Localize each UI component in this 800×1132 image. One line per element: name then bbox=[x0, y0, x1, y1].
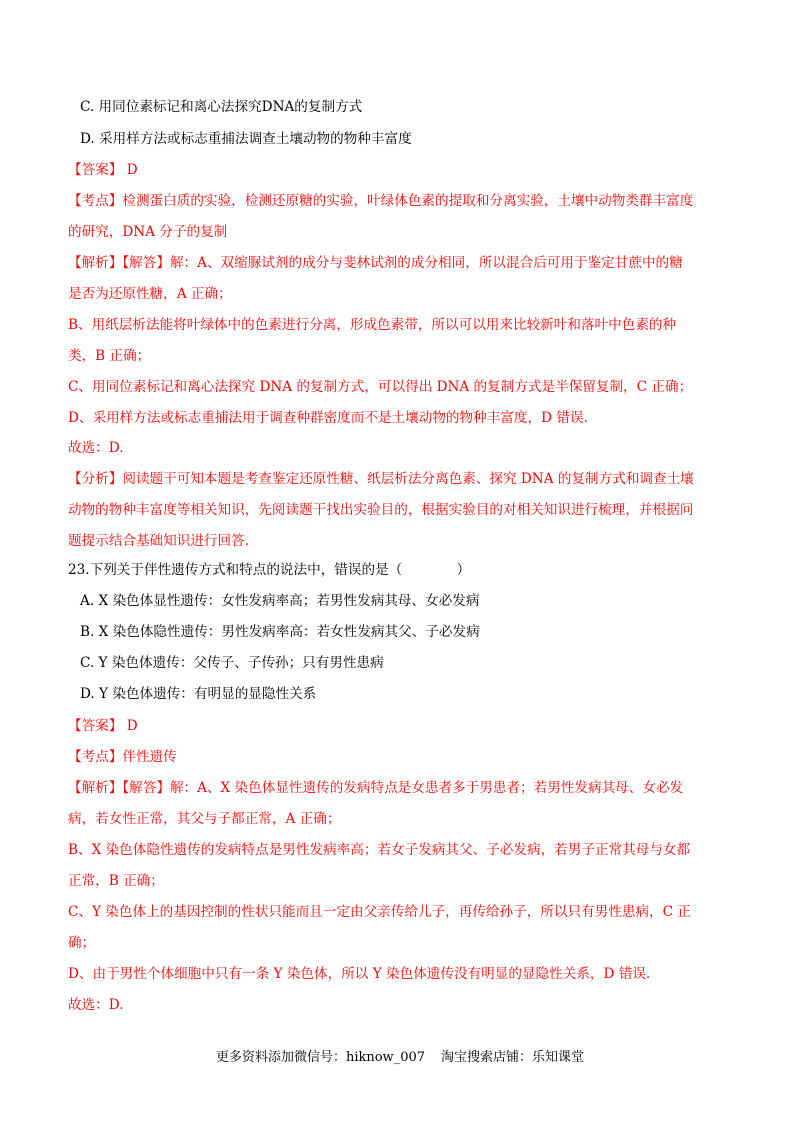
q22-fenxi-line-1: 【分析】阅读题干可知本题是考查鉴定还原性糖、纸层析法分离色素、探究 DNA 的复制方式和调查土壤 bbox=[68, 471, 694, 487]
page-footer bbox=[0, 1046, 800, 1065]
q22-option-c: C. 用同位素标记和离心法探究DNA的复制方式 bbox=[80, 99, 363, 115]
footer-wechat: 更多资料添加微信号：hiknow_007 bbox=[215, 1050, 426, 1065]
q22-option-d: D. 采用样方法或标志重捕法调查土壤动物的物种丰富度 bbox=[80, 131, 412, 147]
q22-kaodian-line-1: 【考点】检测蛋白质的实验，检测还原糖的实验，叶绿体色素的提取和分离实验，土壤中动物类群丰富度 bbox=[68, 193, 694, 209]
q22-choose: 故选：D. bbox=[68, 440, 124, 456]
q23-jiexi-line-3: B、X 染色体隐性遗传的发病特点是男性发病率高；若女子发病其父、子必发病，若男子正常其母与女都 bbox=[68, 842, 691, 858]
q23-option-c: C. Y 染色体遗传：父传子、子传孙；只有男性患病 bbox=[80, 655, 384, 671]
q22-jiexi-line-4: 类，B 正确； bbox=[68, 348, 151, 364]
q23-answer: 【答案】 D bbox=[68, 718, 138, 734]
q23-kaodian: 【考点】伴性遗传 bbox=[68, 749, 177, 765]
footer-taobao: 淘宝搜索店铺：乐知课堂 bbox=[441, 1050, 585, 1065]
q22-jiexi-line-5: C、用同位素标记和离心法探究 DNA 的复制方式，可以得出 DNA 的复制方式是半保留复制，C 正确； bbox=[68, 379, 693, 395]
q23-option-b: B. X 染色体隐性遗传：男性发病率高：若女性发病其父、子必发病 bbox=[80, 624, 480, 640]
q23-jiexi-line-4: 正常，B 正确； bbox=[68, 873, 164, 889]
q23-jiexi-line-7: D、由于男性个体细胞中只有一条 Y 染色体，所以 Y 染色体遗传没有明显的显隐性关系，D 错误. bbox=[68, 966, 651, 982]
q23-choose: 故选：D. bbox=[68, 997, 124, 1013]
q22-jiexi-line-3: B、用纸层析法能将叶绿体中的色素进行分离，形成色素带，所以可以用来比较新叶和落叶中色素的种 bbox=[68, 317, 677, 333]
q23-stem: 23.下列关于伴性遗传方式和特点的说法中，错误的是（ ） bbox=[68, 562, 471, 578]
q23-jiexi-line-2: 病，若女性正常，其父与子都正常，A 正确； bbox=[68, 811, 341, 827]
q23-option-d: D. Y 染色体遗传：有明显的显隐性关系 bbox=[80, 686, 317, 702]
q22-answer: 【答案】 D bbox=[68, 162, 138, 178]
q22-jiexi-line-2: 是否为还原性糖，A 正确； bbox=[68, 286, 232, 302]
q23-jiexi-line-5: C、Y 染色体上的基因控制的性状只能而且一定由父亲传给儿子，再传给孙子，所以只有男性患病，C 正 bbox=[68, 904, 691, 920]
q23-jiexi-line-6: 确； bbox=[68, 935, 96, 951]
q22-jiexi-line-1: 【解析】【解答】解：A、双缩脲试剂的成分与斐林试剂的成分相同，所以混合后可用于鉴定甘蔗中的糖 bbox=[68, 255, 683, 271]
q22-kaodian-line-2: 的研究，DNA 分子的复制 bbox=[68, 224, 228, 240]
q22-fenxi-line-3: 题提示结合基础知识进行回答. bbox=[68, 533, 250, 549]
q22-fenxi-line-2: 动物的物种丰富度等相关知识，先阅读题干找出实验目的，根据实验目的对相关知识进行梳理，并根据问 bbox=[68, 502, 694, 518]
q22-jiexi-line-6: D、采用样方法或标志重捕法用于调查种群密度而不是土壤动物的物种丰富度，D 错误. bbox=[68, 410, 588, 426]
q23-jiexi-line-1: 【解析】【解答】解：A、X 染色体显性遗传的发病特点是女患者多于男患者；若男性发病其母、女必发 bbox=[68, 780, 684, 796]
q23-option-a: A. X 染色体显性遗传：女性发病率高；若男性发病其母、女必发病 bbox=[80, 593, 480, 609]
